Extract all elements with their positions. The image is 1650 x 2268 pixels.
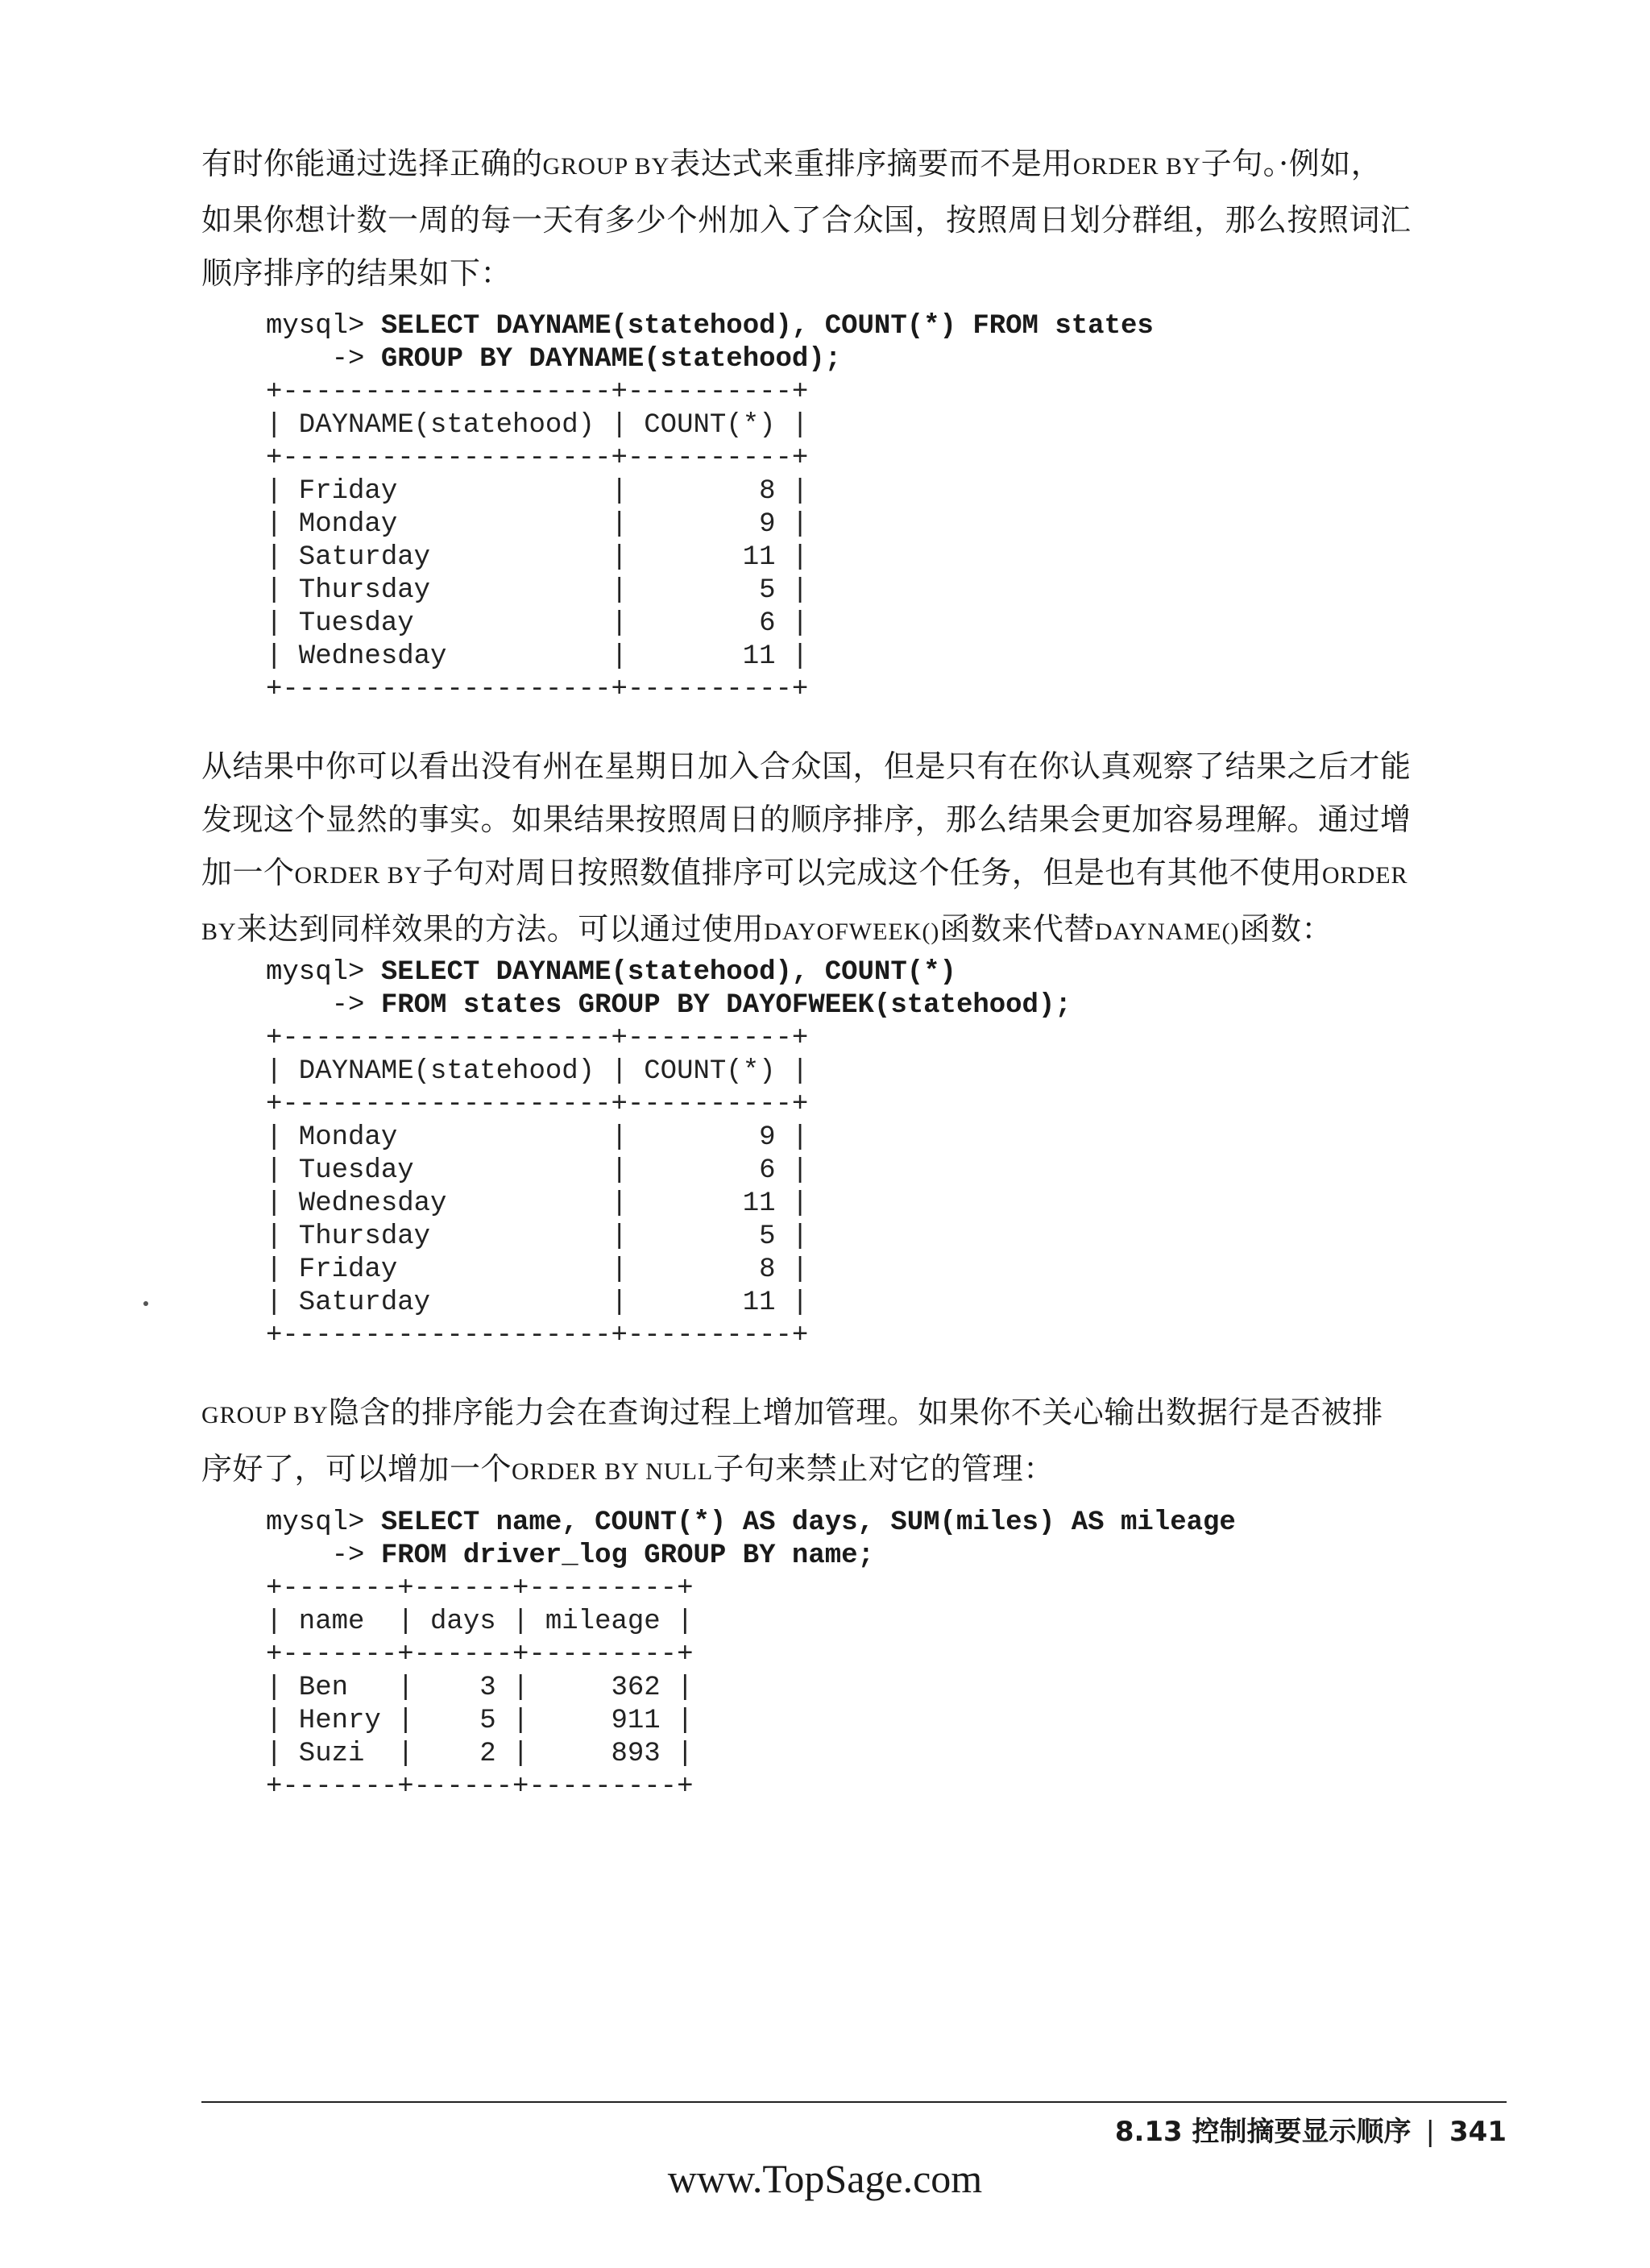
paragraph-3-line-1: GROUP BY隐含的排序能力会在查询过程上增加管理。如果你不关心输出数据行是否被排 (201, 1395, 1383, 1430)
page-number: 341 (1449, 2116, 1507, 2148)
paragraph-1-line-2: 如果你想计数一周的每一天有多少个州加入了合众国，按照周日划分群组，那么按照词汇 (201, 202, 1412, 238)
sql-query-1: mysql> SELECT DAYNAME(statehood), COUNT(*) FROM states -> GROUP BY DAYNAME(statehood); (266, 311, 1154, 375)
result-table-2: +--------------------+----------+ | DAYNAME(statehood) | COUNT(*) | +--------------------+----------+ | Monday | 9 | | Tuesday | 6 | | Wednesday | 11 | | Thursday | 5 | | Friday | 8 | | Saturday | 11 | +--------------------+----------+ (266, 1023, 809, 1351)
footer-separator: | (1425, 2116, 1436, 2148)
paragraph-2-line-2: 发现这个显然的事实。如果结果按照周日的顺序排序，那么结果会更加容易理解。通过增 (201, 802, 1412, 837)
paragraph-1 (201, 137, 1490, 300)
footer-rule (201, 2101, 1507, 2103)
watermark-url: www.TopSage.com (667, 2156, 983, 2201)
paragraph-2-line-1: 从结果中你可以看出没有州在星期日加入合众国，但是只有在你认真观察了结果之后才能 (201, 748, 1412, 784)
paragraph-1-line-1: 有时你能通过选择正确的GROUP BY表达式来重排序摘要而不是用ORDER BY子句。·例如， (201, 146, 1383, 181)
sql-query-3: mysql> SELECT name, COUNT(*) AS days, SUM(miles) AS mileage -> FROM driver_log GROUP BY name; (266, 1507, 1236, 1571)
inline-code: ORDER BY (1072, 153, 1201, 180)
paragraph-3-line-2: 序好了，可以增加一个ORDER BY NULL子句来禁止对它的管理： (201, 1451, 1055, 1486)
result-table-3: +-------+------+---------+ | name | days | mileage | +-------+------+---------+ | Ben | 3 | 362 | | Henry | 5 | 911 | | Suzi | 2 | 893 | +-------+------+---------+ (266, 1574, 694, 1802)
page-footer (1115, 2109, 1507, 2149)
footer-section-title: 8.13 控制摘要显示顺序 (1114, 2116, 1412, 2148)
inline-code: DAYOFWEEK() (764, 918, 940, 945)
paragraph-3 (201, 1386, 1490, 1499)
paragraph-2 (201, 740, 1490, 959)
inline-code: DAYNAME() (1094, 918, 1240, 945)
paragraph-2-line-4: BY来达到同样效果的方法。可以通过使用DAYOFWEEK()函数来代替DAYNAME()函数： (201, 911, 1333, 947)
inline-code: GROUP BY (542, 153, 670, 180)
result-table-1: +--------------------+----------+ | DAYNAME(statehood) | COUNT(*) | +--------------------+----------+ | Friday | 8 | | Monday | 9 | | Saturday | 11 | | Thursday | 5 | | Tuesday | 6 | | Wednesday | 11 | +--------------------+----------+ (266, 377, 809, 705)
paragraph-1-line-3: 顺序排序的结果如下： (201, 255, 512, 291)
inline-code: ORDER BY (294, 862, 423, 889)
paragraph-2-line-3: 加一个ORDER BY子句对周日按照数值排序可以完成这个任务，但是也有其他不使用ORDER (201, 855, 1408, 890)
sql-query-2: mysql> SELECT DAYNAME(statehood), COUNT(*) -> FROM states GROUP BY DAYOFWEEK(statehood); (266, 957, 1072, 1021)
inline-code: ORDER (1321, 862, 1408, 889)
scan-speck (143, 1301, 148, 1306)
inline-code: GROUP BY (201, 1402, 329, 1428)
inline-code: BY (201, 918, 237, 945)
inline-code: ORDER BY NULL (512, 1458, 714, 1485)
